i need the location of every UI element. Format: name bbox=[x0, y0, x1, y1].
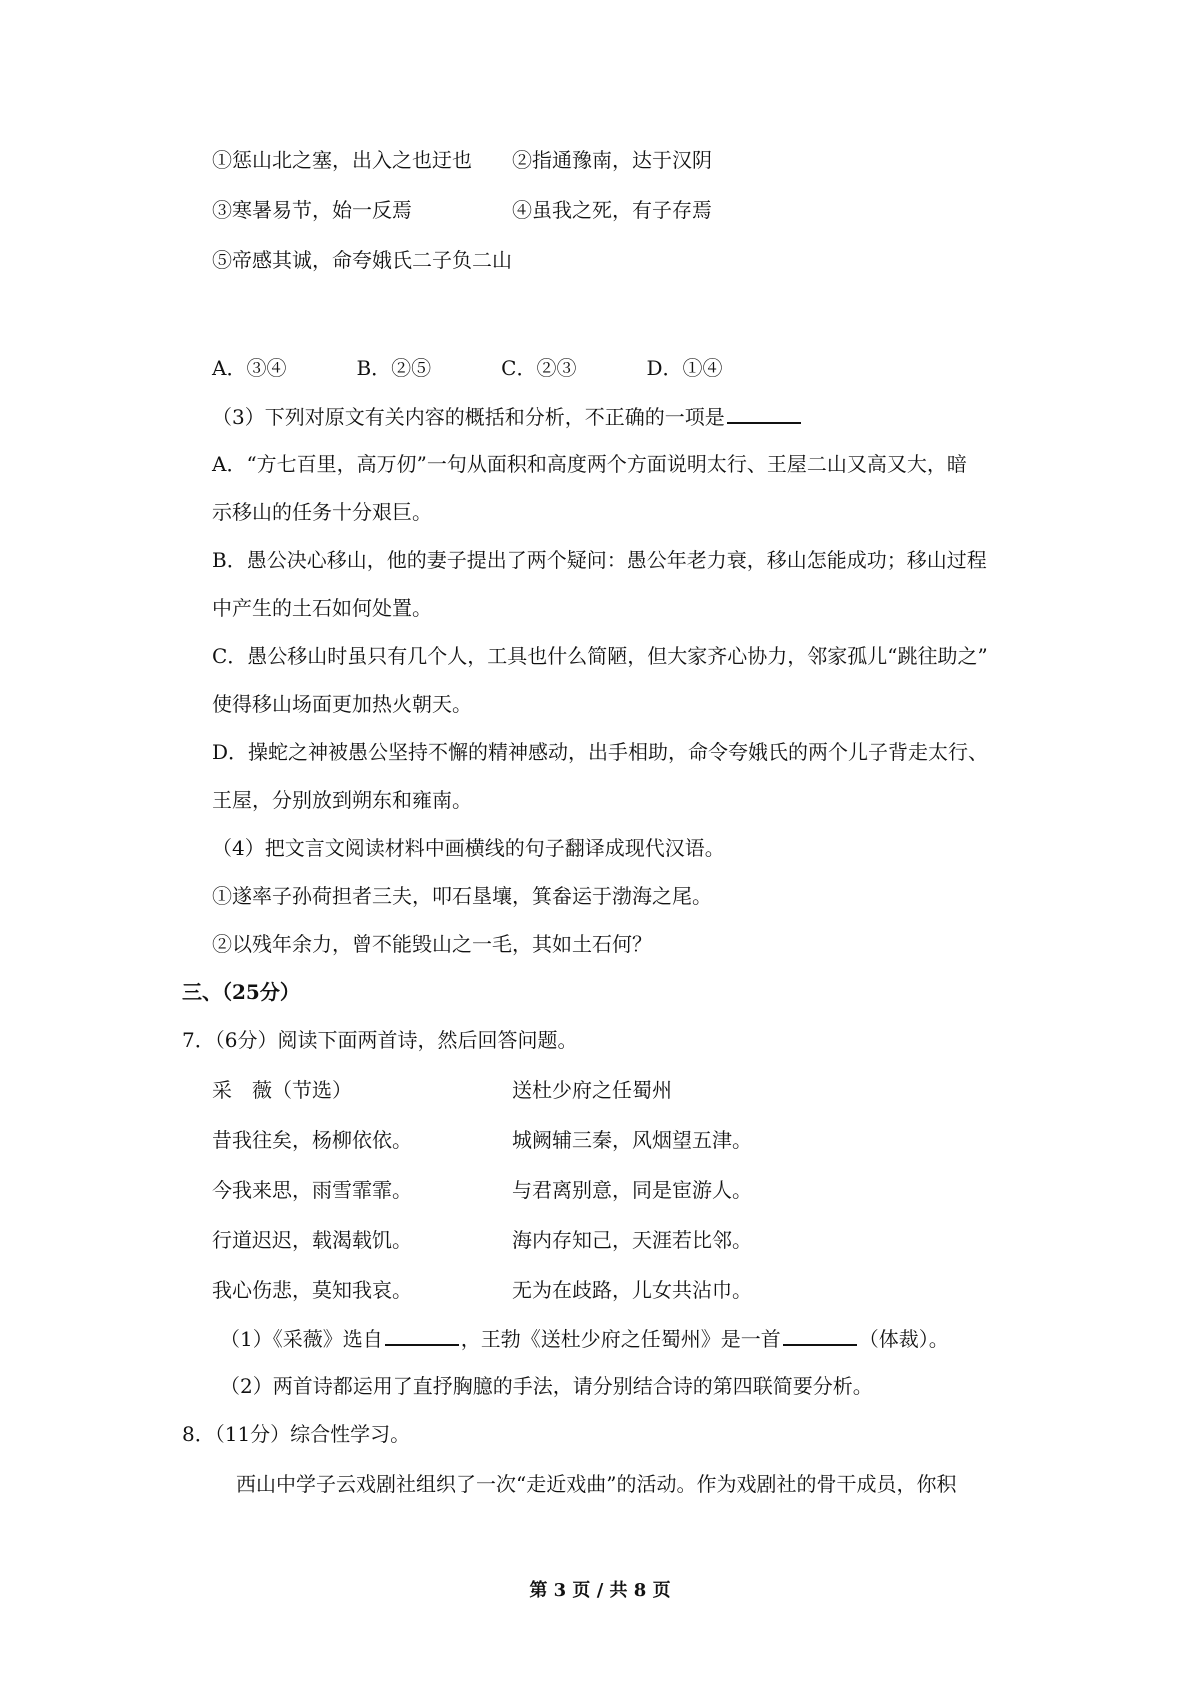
question-3-option-a: A．“方七百里，高万仞”一句从面积和高度两个方面说明太行、王屋二山又高又大，暗 bbox=[212, 452, 967, 476]
question-8-paragraph: 西山中学子云戏剧社组织了一次“走近戏曲”的活动。作为戏剧社的骨干成员，你积 bbox=[236, 1472, 957, 1496]
poem-1-line: 行道迟迟，载渴载饥。 bbox=[212, 1228, 412, 1252]
question-7-sub-2: （2）两首诗都运用了直抒胸臆的手法，请分别结合诗的第四联简要分析。 bbox=[220, 1374, 873, 1398]
question-3-option-c-cont: 使得移山场面更加热火朝天。 bbox=[212, 692, 472, 716]
poem-2-line: 无为在歧路，儿女共沾巾。 bbox=[512, 1278, 752, 1302]
question-3-option-d-cont: 王屋，分别放到朔东和雍南。 bbox=[212, 788, 472, 812]
poem-2-title: 送杜少府之任蜀州 bbox=[512, 1078, 672, 1102]
question-3-option-d: D．操蛇之神被愚公坚持不懈的精神感动，出手相助，命令夸娥氏的两个儿子背走太行、 bbox=[212, 740, 989, 764]
sub-1-part-a: （1）《采薇》选自 bbox=[220, 1327, 383, 1351]
question-3-option-c: C．愚公移山时虽只有几个人，工具也什么简陋，但大家齐心协力，邻家孤儿“跳往助之” bbox=[212, 644, 988, 668]
sub-1-part-b: ，王勃《送杜少府之任蜀州》是一首 bbox=[460, 1327, 781, 1351]
translation-sentence: ②以残年余力，曾不能毁山之一毛，其如土石何？ bbox=[212, 932, 652, 956]
poem-1-line: 昔我往矣，杨柳依依。 bbox=[212, 1128, 412, 1152]
translation-sentence: ①遂率子孙荷担者三夫，叩石垦壤，箕畚运于渤海之尾。 bbox=[212, 884, 712, 908]
question-7-stem: 7．（6分）阅读下面两首诗，然后回答问题。 bbox=[182, 1028, 578, 1052]
sub-1-part-c: （体裁）。 bbox=[858, 1327, 949, 1351]
choice-statement: ④虽我之死，有子存焉 bbox=[512, 198, 712, 222]
section-heading: 三、（25分） bbox=[182, 980, 300, 1004]
question-3-text: （3）下列对原文有关内容的概括和分析，不正确的一项是 bbox=[212, 405, 725, 429]
question-3-option-b: B．愚公决心移山，他的妻子提出了两个疑问：愚公年老力衰，移山怎能成功；移山过程 bbox=[212, 548, 987, 572]
answer-blank bbox=[783, 1324, 857, 1346]
question-7-sub-1 bbox=[220, 1324, 949, 1353]
poem-1-title: 采 薇（节选） bbox=[212, 1078, 352, 1102]
question-3-option-b-cont: 中产生的土石如何处置。 bbox=[212, 596, 432, 620]
choice-statement: ③寒暑易节，始一反焉 bbox=[212, 198, 412, 222]
answer-options bbox=[212, 354, 793, 382]
page-footer: 第 3 页 / 共 8 页 bbox=[529, 1580, 671, 1601]
poem-2-line: 与君离别意，同是宦游人。 bbox=[512, 1178, 752, 1202]
choice-statement: ①惩山北之塞，出入之也迂也 bbox=[212, 148, 472, 172]
question-4-stem: （4）把文言文阅读材料中画横线的句子翻译成现代汉语。 bbox=[212, 836, 725, 860]
option-c: C．②③ bbox=[501, 356, 577, 380]
poem-2-line: 海内存知己，天涯若比邻。 bbox=[512, 1228, 752, 1252]
question-8-stem: 8．（11分）综合性学习。 bbox=[182, 1422, 411, 1446]
choice-statement: ⑤帝感其诚，命夸娥氏二子负二山 bbox=[212, 248, 512, 272]
choice-statement: ②指通豫南，达于汉阴 bbox=[512, 148, 712, 172]
option-b: B．②⑤ bbox=[356, 356, 432, 380]
option-a: A．③④ bbox=[212, 356, 287, 380]
option-d: D．①④ bbox=[646, 356, 723, 380]
poem-1-line: 今我来思，雨雪霏霏。 bbox=[212, 1178, 412, 1202]
poem-1-line: 我心伤悲，莫知我哀。 bbox=[212, 1278, 412, 1302]
question-3-stem bbox=[212, 402, 803, 431]
poem-2-line: 城阙辅三秦，风烟望五津。 bbox=[512, 1128, 752, 1152]
answer-blank bbox=[385, 1324, 459, 1346]
answer-blank bbox=[727, 402, 801, 424]
question-3-option-a-cont: 示移山的任务十分艰巨。 bbox=[212, 500, 432, 524]
